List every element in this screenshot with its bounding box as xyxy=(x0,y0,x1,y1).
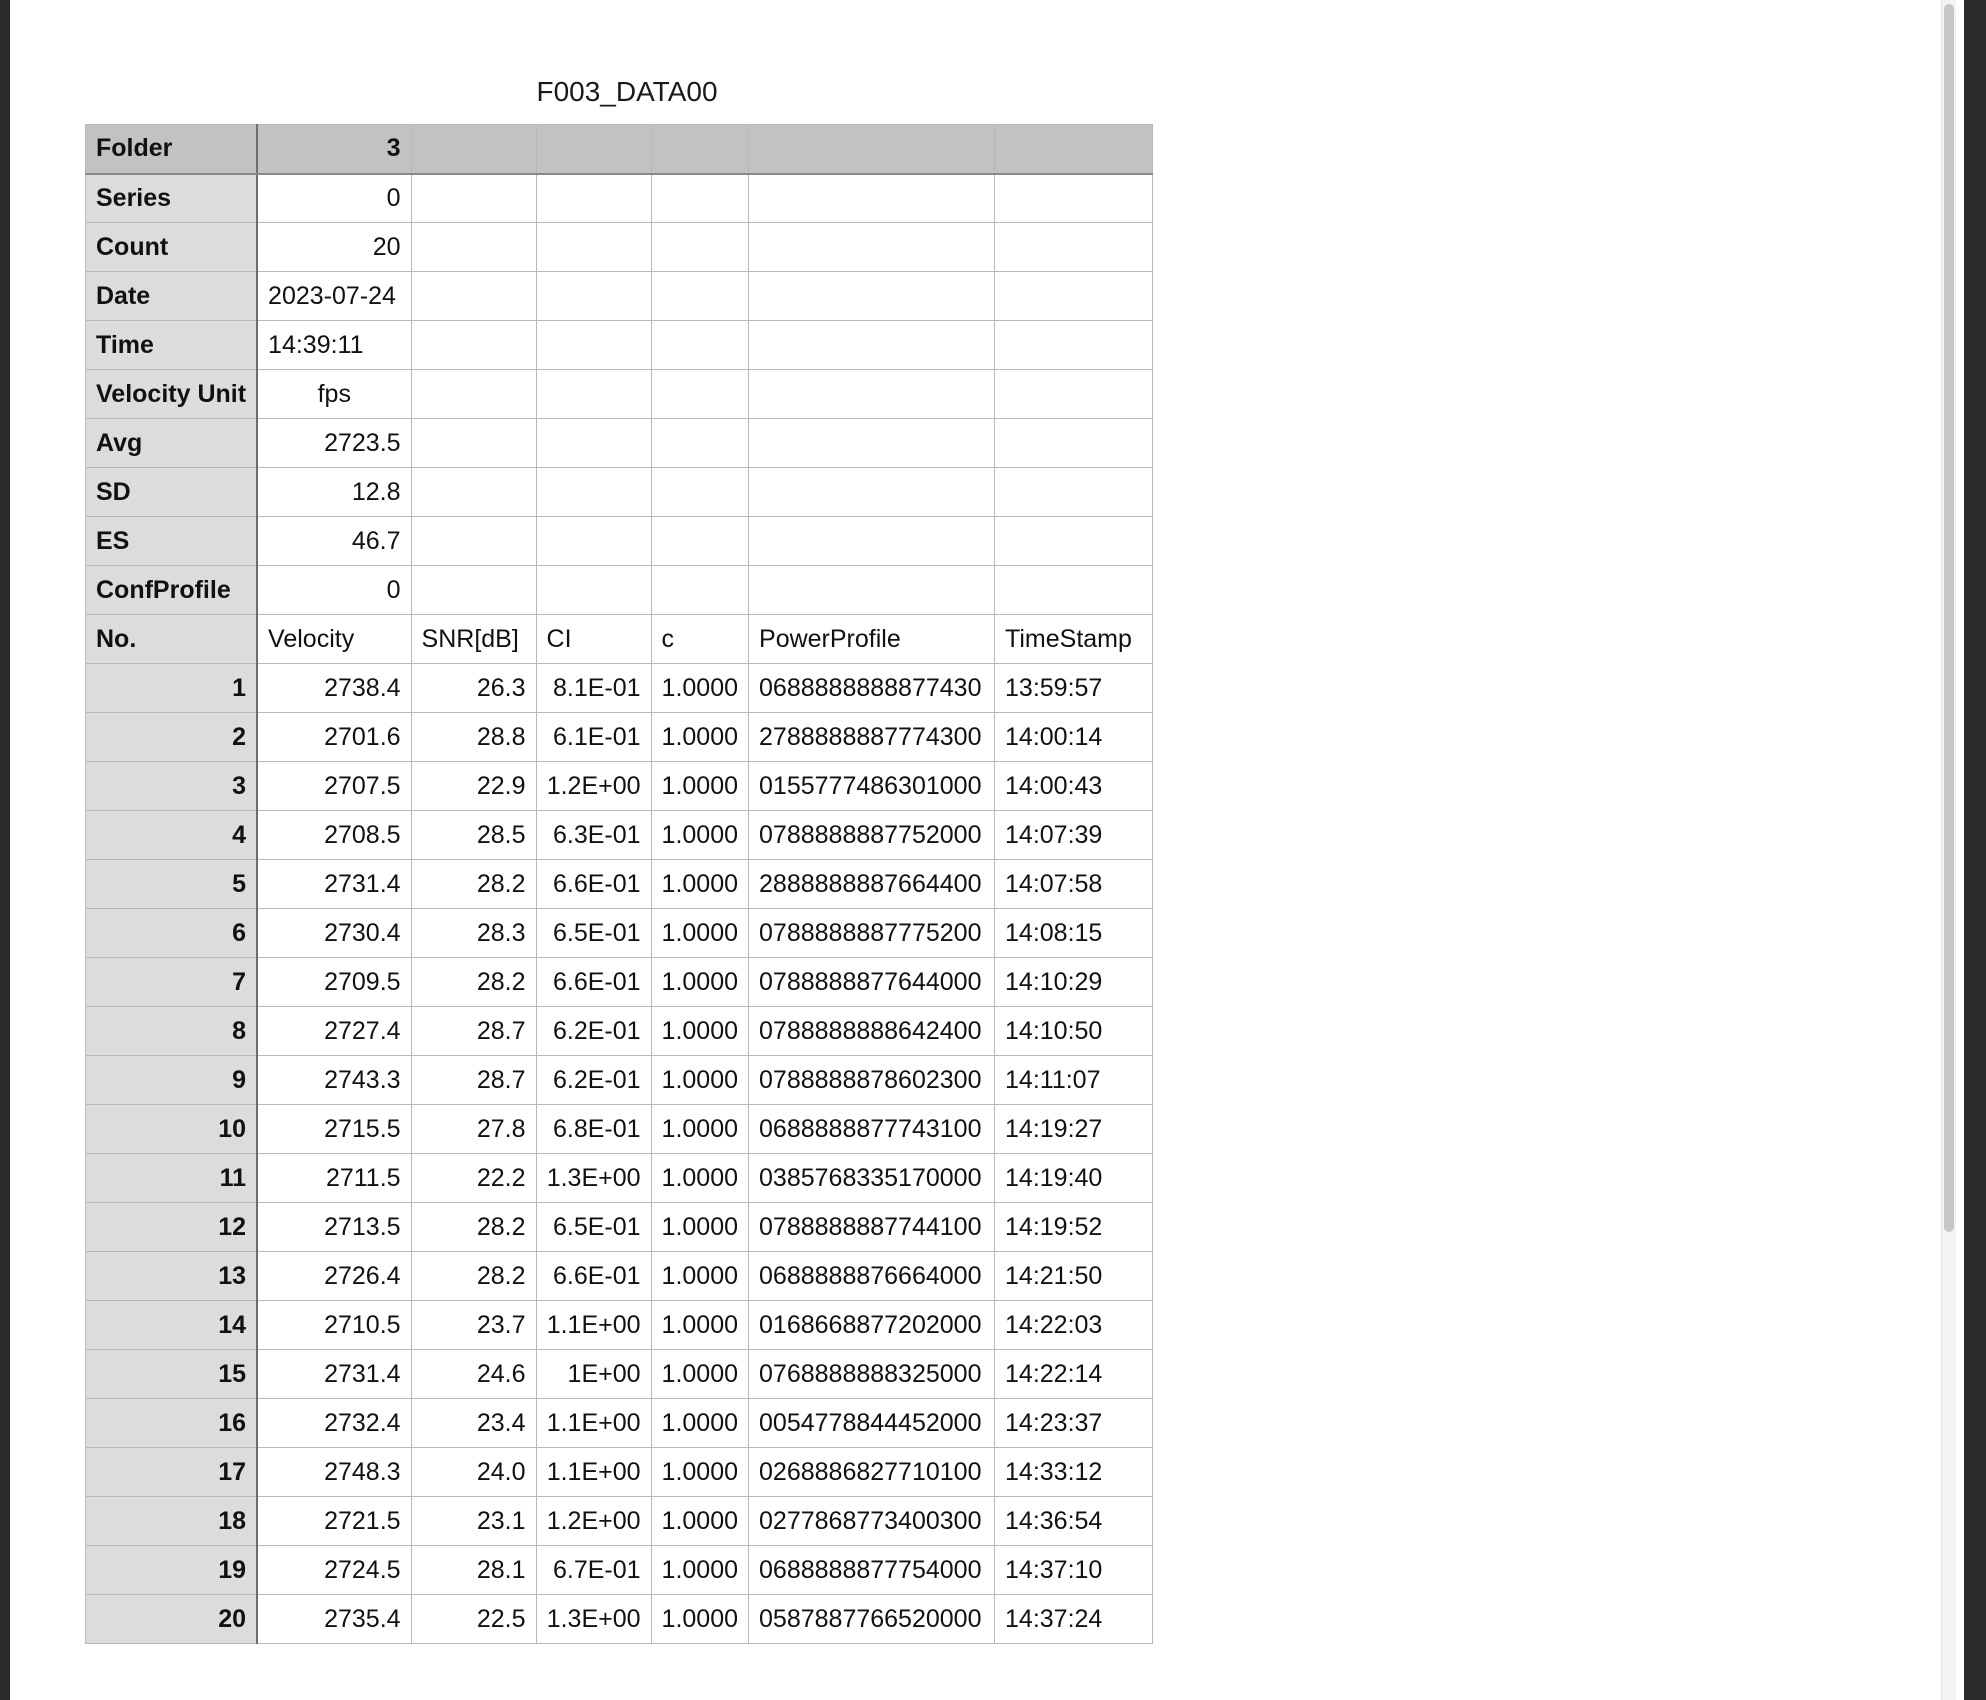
row-number-cell[interactable]: 15 xyxy=(86,1350,258,1399)
empty-cell[interactable] xyxy=(411,419,536,468)
data-cell[interactable]: 6.7E-01 xyxy=(536,1546,651,1595)
data-cell[interactable]: 28.8 xyxy=(411,713,536,762)
data-cell[interactable]: 26.3 xyxy=(411,664,536,713)
column-header-cell[interactable]: No. xyxy=(86,615,258,664)
empty-cell[interactable] xyxy=(411,566,536,615)
row-number-cell[interactable]: 8 xyxy=(86,1007,258,1056)
data-cell[interactable]: 0788888887775200 xyxy=(749,909,995,958)
data-cell[interactable]: 28.2 xyxy=(411,958,536,1007)
data-cell[interactable]: 1.0000 xyxy=(651,1154,748,1203)
data-cell[interactable]: 2726.4 xyxy=(257,1252,411,1301)
empty-cell[interactable] xyxy=(651,517,748,566)
data-cell[interactable]: 2708.5 xyxy=(257,811,411,860)
data-cell[interactable]: 14:22:03 xyxy=(995,1301,1153,1350)
empty-cell[interactable] xyxy=(651,223,748,272)
meta-value-cell[interactable]: fps xyxy=(257,370,411,419)
column-header-cell[interactable]: TimeStamp xyxy=(995,615,1153,664)
data-cell[interactable]: 22.9 xyxy=(411,762,536,811)
data-cell[interactable]: 1.0000 xyxy=(651,1056,748,1105)
meta-label-cell[interactable]: Folder xyxy=(86,125,258,174)
data-cell[interactable]: 1.0000 xyxy=(651,713,748,762)
empty-cell[interactable] xyxy=(749,468,995,517)
data-cell[interactable]: 1.0000 xyxy=(651,860,748,909)
data-cell[interactable]: 2735.4 xyxy=(257,1595,411,1644)
empty-cell[interactable] xyxy=(651,174,748,223)
empty-cell[interactable] xyxy=(536,272,651,321)
meta-value-cell[interactable]: 14:39:11 xyxy=(257,321,411,370)
data-cell[interactable]: 13:59:57 xyxy=(995,664,1153,713)
table-row xyxy=(86,762,1153,811)
row-number-cell[interactable]: 9 xyxy=(86,1056,258,1105)
row-number-cell[interactable]: 10 xyxy=(86,1105,258,1154)
row-number-cell[interactable]: 19 xyxy=(86,1546,258,1595)
data-cell[interactable]: 2707.5 xyxy=(257,762,411,811)
meta-label-cell[interactable]: ES xyxy=(86,517,258,566)
data-cell[interactable]: 1.2E+00 xyxy=(536,762,651,811)
data-cell[interactable]: 0168668877202000 xyxy=(749,1301,995,1350)
empty-cell[interactable] xyxy=(749,125,995,174)
row-number-cell[interactable]: 16 xyxy=(86,1399,258,1448)
data-cell[interactable]: 14:19:52 xyxy=(995,1203,1153,1252)
data-cell[interactable]: 6.6E-01 xyxy=(536,1252,651,1301)
meta-label-cell[interactable]: Count xyxy=(86,223,258,272)
table-row xyxy=(86,909,1153,958)
data-cell[interactable]: 14:19:40 xyxy=(995,1154,1153,1203)
empty-cell[interactable] xyxy=(411,174,536,223)
data-cell[interactable]: 1.0000 xyxy=(651,762,748,811)
empty-cell[interactable] xyxy=(995,370,1153,419)
data-cell[interactable]: 2731.4 xyxy=(257,1350,411,1399)
data-cell[interactable]: 1.0000 xyxy=(651,1546,748,1595)
data-cell[interactable]: 14:21:50 xyxy=(995,1252,1153,1301)
meta-row xyxy=(86,419,1153,468)
empty-cell[interactable] xyxy=(749,272,995,321)
meta-row xyxy=(86,370,1153,419)
data-cell[interactable]: 28.2 xyxy=(411,1252,536,1301)
table-row xyxy=(86,1595,1153,1644)
data-cell[interactable]: 1.0000 xyxy=(651,958,748,1007)
empty-cell[interactable] xyxy=(749,517,995,566)
empty-cell[interactable] xyxy=(651,125,748,174)
empty-cell[interactable] xyxy=(749,321,995,370)
column-header-cell[interactable]: PowerProfile xyxy=(749,615,995,664)
data-cell[interactable]: 0688888888877430 xyxy=(749,664,995,713)
vertical-scrollbar[interactable] xyxy=(1941,0,1956,1700)
table-row xyxy=(86,664,1153,713)
meta-value-cell[interactable]: 12.8 xyxy=(257,468,411,517)
data-cell[interactable]: 2743.3 xyxy=(257,1056,411,1105)
data-cell[interactable]: 6.1E-01 xyxy=(536,713,651,762)
row-number-cell[interactable]: 17 xyxy=(86,1448,258,1497)
meta-value-cell[interactable]: 2723.5 xyxy=(257,419,411,468)
empty-cell[interactable] xyxy=(749,223,995,272)
data-cell[interactable]: 1E+00 xyxy=(536,1350,651,1399)
data-cell[interactable]: 1.1E+00 xyxy=(536,1448,651,1497)
data-cell[interactable]: 6.8E-01 xyxy=(536,1105,651,1154)
data-cell[interactable]: 1.2E+00 xyxy=(536,1497,651,1546)
row-number-cell[interactable]: 6 xyxy=(86,909,258,958)
data-cell[interactable]: 27.8 xyxy=(411,1105,536,1154)
data-cell[interactable]: 1.0000 xyxy=(651,1350,748,1399)
data-cell[interactable]: 28.3 xyxy=(411,909,536,958)
meta-label-cell[interactable]: ConfProfile xyxy=(86,566,258,615)
data-cell[interactable]: 0155777486301000 xyxy=(749,762,995,811)
data-cell[interactable]: 14:11:07 xyxy=(995,1056,1153,1105)
data-cell[interactable]: 2721.5 xyxy=(257,1497,411,1546)
empty-cell[interactable] xyxy=(995,566,1153,615)
table-row xyxy=(86,1203,1153,1252)
data-cell[interactable]: 22.2 xyxy=(411,1154,536,1203)
table-row xyxy=(86,1105,1153,1154)
data-cell[interactable]: 1.0000 xyxy=(651,909,748,958)
data-cell[interactable]: 2709.5 xyxy=(257,958,411,1007)
data-cell[interactable]: 28.2 xyxy=(411,1203,536,1252)
meta-label-cell[interactable]: Time xyxy=(86,321,258,370)
data-cell[interactable]: 8.1E-01 xyxy=(536,664,651,713)
row-number-cell[interactable]: 11 xyxy=(86,1154,258,1203)
data-cell[interactable]: 14:36:54 xyxy=(995,1497,1153,1546)
data-cell[interactable]: 1.1E+00 xyxy=(536,1399,651,1448)
data-cell[interactable]: 6.2E-01 xyxy=(536,1007,651,1056)
data-cell[interactable]: 14:19:27 xyxy=(995,1105,1153,1154)
data-cell[interactable]: 14:10:29 xyxy=(995,958,1153,1007)
data-cell[interactable]: 0688888876664000 xyxy=(749,1252,995,1301)
row-number-cell[interactable]: 13 xyxy=(86,1252,258,1301)
empty-cell[interactable] xyxy=(995,468,1153,517)
column-header-cell[interactable]: c xyxy=(651,615,748,664)
empty-cell[interactable] xyxy=(536,174,651,223)
data-cell[interactable]: 23.7 xyxy=(411,1301,536,1350)
table-row xyxy=(86,958,1153,1007)
data-cell[interactable]: 22.5 xyxy=(411,1595,536,1644)
data-cell[interactable]: 2713.5 xyxy=(257,1203,411,1252)
data-cell[interactable]: 14:07:39 xyxy=(995,811,1153,860)
data-cell[interactable]: 14:07:58 xyxy=(995,860,1153,909)
data-cell[interactable]: 28.1 xyxy=(411,1546,536,1595)
data-cell[interactable]: 0268886827710100 xyxy=(749,1448,995,1497)
empty-cell[interactable] xyxy=(749,370,995,419)
row-number-cell[interactable]: 4 xyxy=(86,811,258,860)
table-row xyxy=(86,1252,1153,1301)
data-cell[interactable]: 14:00:43 xyxy=(995,762,1153,811)
data-cell[interactable]: 0788888888642400 xyxy=(749,1007,995,1056)
empty-cell[interactable] xyxy=(536,468,651,517)
table-row xyxy=(86,1399,1153,1448)
table-row xyxy=(86,1546,1153,1595)
data-cell[interactable]: 14:23:37 xyxy=(995,1399,1153,1448)
empty-cell[interactable] xyxy=(411,223,536,272)
meta-value-cell[interactable]: 2023-07-24 xyxy=(257,272,411,321)
empty-cell[interactable] xyxy=(536,419,651,468)
empty-cell[interactable] xyxy=(651,370,748,419)
data-cell[interactable]: 28.7 xyxy=(411,1056,536,1105)
data-cell[interactable]: 23.4 xyxy=(411,1399,536,1448)
meta-row xyxy=(86,174,1153,223)
data-cell[interactable]: 14:08:15 xyxy=(995,909,1153,958)
data-cell[interactable]: 1.1E+00 xyxy=(536,1301,651,1350)
data-cell[interactable]: 2788888887774300 xyxy=(749,713,995,762)
empty-cell[interactable] xyxy=(749,419,995,468)
data-cell[interactable]: 1.0000 xyxy=(651,1252,748,1301)
empty-cell[interactable] xyxy=(411,370,536,419)
empty-cell[interactable] xyxy=(536,321,651,370)
column-header-cell[interactable]: CI xyxy=(536,615,651,664)
empty-cell[interactable] xyxy=(651,419,748,468)
data-cell[interactable]: 0768888888325000 xyxy=(749,1350,995,1399)
table-row xyxy=(86,1350,1153,1399)
row-number-cell[interactable]: 12 xyxy=(86,1203,258,1252)
empty-cell[interactable] xyxy=(651,566,748,615)
meta-row xyxy=(86,321,1153,370)
data-cell[interactable]: 28.2 xyxy=(411,860,536,909)
empty-cell[interactable] xyxy=(995,223,1153,272)
data-cell[interactable]: 1.0000 xyxy=(651,811,748,860)
meta-value-cell[interactable]: 0 xyxy=(257,174,411,223)
data-cell[interactable]: 14:22:14 xyxy=(995,1350,1153,1399)
meta-value-cell[interactable]: 3 xyxy=(257,125,411,174)
data-cell[interactable]: 0788888887744100 xyxy=(749,1203,995,1252)
meta-row xyxy=(86,468,1153,517)
meta-row xyxy=(86,125,1153,174)
empty-cell[interactable] xyxy=(411,321,536,370)
empty-cell[interactable] xyxy=(749,174,995,223)
table-row xyxy=(86,1007,1153,1056)
table-row xyxy=(86,811,1153,860)
row-number-cell[interactable]: 5 xyxy=(86,860,258,909)
empty-cell[interactable] xyxy=(536,566,651,615)
empty-cell[interactable] xyxy=(411,517,536,566)
data-cell[interactable]: 1.0000 xyxy=(651,1203,748,1252)
row-number-cell[interactable]: 14 xyxy=(86,1301,258,1350)
data-cell[interactable]: 24.6 xyxy=(411,1350,536,1399)
meta-row xyxy=(86,566,1153,615)
data-cell[interactable]: 6.3E-01 xyxy=(536,811,651,860)
empty-cell[interactable] xyxy=(411,468,536,517)
table-row xyxy=(86,1497,1153,1546)
row-number-cell[interactable]: 20 xyxy=(86,1595,258,1644)
table-row xyxy=(86,1154,1153,1203)
data-cell[interactable]: 14:37:24 xyxy=(995,1595,1153,1644)
empty-cell[interactable] xyxy=(995,517,1153,566)
empty-cell[interactable] xyxy=(536,370,651,419)
empty-cell[interactable] xyxy=(995,174,1153,223)
column-header-cell[interactable]: SNR[dB] xyxy=(411,615,536,664)
meta-value-cell[interactable]: 46.7 xyxy=(257,517,411,566)
data-cell[interactable]: 14:10:50 xyxy=(995,1007,1153,1056)
data-cell[interactable]: 0385768335170000 xyxy=(749,1154,995,1203)
empty-cell[interactable] xyxy=(411,272,536,321)
empty-cell[interactable] xyxy=(651,272,748,321)
empty-cell[interactable] xyxy=(536,223,651,272)
row-number-cell[interactable]: 7 xyxy=(86,958,258,1007)
data-cell[interactable]: 23.1 xyxy=(411,1497,536,1546)
meta-label-cell[interactable]: SD xyxy=(86,468,258,517)
empty-cell[interactable] xyxy=(995,419,1153,468)
meta-label-cell[interactable]: Velocity Unit xyxy=(86,370,258,419)
table-row xyxy=(86,1301,1153,1350)
data-cell[interactable]: 1.0000 xyxy=(651,1399,748,1448)
data-cell[interactable]: 0587887766520000 xyxy=(749,1595,995,1644)
meta-label-cell[interactable]: Series xyxy=(86,174,258,223)
meta-value-cell[interactable]: 0 xyxy=(257,566,411,615)
data-cell[interactable]: 2727.4 xyxy=(257,1007,411,1056)
data-cell[interactable]: 1.3E+00 xyxy=(536,1154,651,1203)
data-cell[interactable]: 2711.5 xyxy=(257,1154,411,1203)
data-cell[interactable]: 2732.4 xyxy=(257,1399,411,1448)
data-cell[interactable]: 2724.5 xyxy=(257,1546,411,1595)
table-row xyxy=(86,860,1153,909)
data-cell[interactable]: 1.0000 xyxy=(651,1595,748,1644)
data-cell[interactable]: 2738.4 xyxy=(257,664,411,713)
data-cell[interactable]: 6.2E-01 xyxy=(536,1056,651,1105)
scrollbar-thumb[interactable] xyxy=(1944,4,1954,1232)
data-cell[interactable]: 0277868773400300 xyxy=(749,1497,995,1546)
data-cell[interactable]: 1.0000 xyxy=(651,1105,748,1154)
data-cell[interactable]: 2731.4 xyxy=(257,860,411,909)
meta-label-cell[interactable]: Date xyxy=(86,272,258,321)
meta-row xyxy=(86,517,1153,566)
column-header-row xyxy=(86,615,1153,664)
row-number-cell[interactable]: 18 xyxy=(86,1497,258,1546)
data-cell[interactable]: 1.0000 xyxy=(651,664,748,713)
data-cell[interactable]: 0788888878602300 xyxy=(749,1056,995,1105)
data-cell[interactable]: 6.6E-01 xyxy=(536,860,651,909)
empty-cell[interactable] xyxy=(995,125,1153,174)
data-cell[interactable]: 14:33:12 xyxy=(995,1448,1153,1497)
data-cell[interactable]: 14:00:14 xyxy=(995,713,1153,762)
empty-cell[interactable] xyxy=(411,125,536,174)
data-cell[interactable]: 2701.6 xyxy=(257,713,411,762)
spreadsheet-canvas xyxy=(10,0,1964,1700)
data-cell[interactable]: 1.0000 xyxy=(651,1448,748,1497)
empty-cell[interactable] xyxy=(651,321,748,370)
data-cell[interactable]: 2748.3 xyxy=(257,1448,411,1497)
data-cell[interactable]: 2730.4 xyxy=(257,909,411,958)
data-cell[interactable]: 6.5E-01 xyxy=(536,1203,651,1252)
data-cell[interactable]: 2710.5 xyxy=(257,1301,411,1350)
meta-value-cell[interactable]: 20 xyxy=(257,223,411,272)
data-cell[interactable]: 14:37:10 xyxy=(995,1546,1153,1595)
data-cell[interactable]: 2888888887664400 xyxy=(749,860,995,909)
meta-row xyxy=(86,272,1153,321)
table-row xyxy=(86,713,1153,762)
data-cell[interactable]: 1.0000 xyxy=(651,1301,748,1350)
empty-cell[interactable] xyxy=(749,566,995,615)
data-cell[interactable]: 1.0000 xyxy=(651,1497,748,1546)
data-cell[interactable]: 1.3E+00 xyxy=(536,1595,651,1644)
data-cell[interactable]: 0054778844452000 xyxy=(749,1399,995,1448)
row-number-cell[interactable]: 3 xyxy=(86,762,258,811)
row-number-cell[interactable]: 1 xyxy=(86,664,258,713)
data-cell[interactable]: 2715.5 xyxy=(257,1105,411,1154)
empty-cell[interactable] xyxy=(995,321,1153,370)
sheet-title: F003_DATA00 xyxy=(536,76,718,107)
data-cell[interactable]: 28.7 xyxy=(411,1007,536,1056)
empty-cell[interactable] xyxy=(536,125,651,174)
data-cell[interactable]: 0788888887752000 xyxy=(749,811,995,860)
meta-label-cell[interactable]: Avg xyxy=(86,419,258,468)
data-cell[interactable]: 1.0000 xyxy=(651,1007,748,1056)
data-cell[interactable]: 28.5 xyxy=(411,811,536,860)
data-cell[interactable]: 24.0 xyxy=(411,1448,536,1497)
data-cell[interactable]: 0688888877754000 xyxy=(749,1546,995,1595)
data-cell[interactable]: 6.5E-01 xyxy=(536,909,651,958)
empty-cell[interactable] xyxy=(995,272,1153,321)
data-cell[interactable]: 0788888877644000 xyxy=(749,958,995,1007)
column-header-cell[interactable]: Velocity xyxy=(257,615,411,664)
meta-row xyxy=(86,223,1153,272)
data-cell[interactable]: 6.6E-01 xyxy=(536,958,651,1007)
data-table xyxy=(85,124,1153,1644)
table-row xyxy=(86,1448,1153,1497)
empty-cell[interactable] xyxy=(651,468,748,517)
table-row xyxy=(86,1056,1153,1105)
data-cell[interactable]: 0688888877743100 xyxy=(749,1105,995,1154)
empty-cell[interactable] xyxy=(536,517,651,566)
row-number-cell[interactable]: 2 xyxy=(86,713,258,762)
